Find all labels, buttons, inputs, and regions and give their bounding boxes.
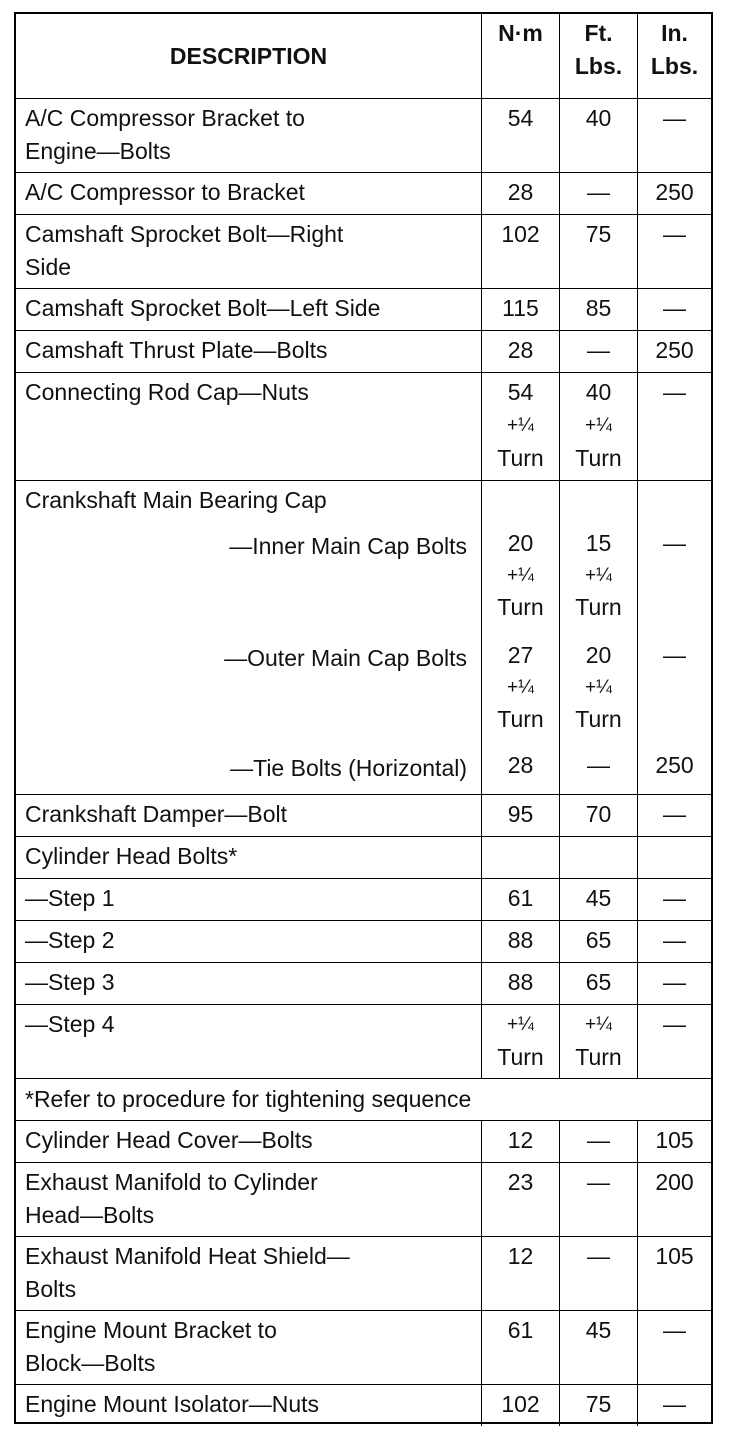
- row-in-lbs-value: [637, 1121, 711, 1162]
- row-description: [16, 1311, 481, 1384]
- nm-line: +¼: [507, 415, 534, 436]
- ft-lbs-line: 65: [585, 927, 612, 953]
- nm-line: 12: [507, 1127, 534, 1153]
- row-ft-lbs-value: [559, 373, 637, 480]
- description-line: Exhaust Manifold Heat Shield—: [25, 1243, 350, 1269]
- nm-line: 61: [507, 885, 534, 911]
- row-ft-lbs-value: [559, 963, 637, 1004]
- row-description: [16, 1121, 481, 1162]
- row-nm-value: [481, 215, 559, 288]
- table-row: [16, 962, 711, 1004]
- in-lbs-line: 200: [655, 1169, 694, 1195]
- description-line: A/C Compressor Bracket to: [25, 105, 305, 131]
- row-description: [16, 215, 481, 288]
- description-line: —Step 2: [25, 927, 115, 953]
- nm-line: 28: [507, 752, 534, 778]
- ft-lbs-line: —: [587, 179, 610, 205]
- row-in-lbs-value: [637, 99, 711, 172]
- ft-lbs-line: 70: [585, 801, 612, 827]
- description-line: Connecting Rod Cap—Nuts: [25, 379, 309, 405]
- row-ft-lbs-value: [559, 921, 637, 962]
- row-ft-lbs-value: [559, 289, 637, 330]
- ft-lbs-line: Turn: [575, 706, 622, 732]
- nm-line: 88: [507, 927, 534, 953]
- row-nm-value: [481, 837, 559, 878]
- row-in-lbs-value: [637, 921, 711, 962]
- description-line: Engine—Bolts: [25, 138, 171, 164]
- nm-line: Turn: [497, 445, 544, 471]
- row-ft-lbs-value: [559, 879, 637, 920]
- ft-lbs-line: 85: [585, 295, 612, 321]
- in-lbs-line: —: [663, 1317, 686, 1343]
- ft-lbs-line: 45: [585, 1317, 612, 1343]
- row-in-lbs-value: [637, 1163, 711, 1236]
- row-description: [16, 173, 481, 214]
- row-nm-value: [481, 99, 559, 172]
- ft-lbs-line: +¼: [585, 1014, 612, 1035]
- row-in-lbs-value: [637, 1385, 711, 1426]
- header-in-lbs-line: Lbs.: [650, 53, 699, 79]
- row-ft-lbs-value: [559, 481, 637, 794]
- row-ft-lbs-value: [559, 215, 637, 288]
- table-row: [16, 1120, 711, 1162]
- row-nm-value: [481, 879, 559, 920]
- in-lbs-line: —: [663, 379, 686, 405]
- row-in-lbs-value: [637, 173, 711, 214]
- in-lbs-line: —: [663, 295, 686, 321]
- row-nm-value: [481, 289, 559, 330]
- description-line: Block—Bolts: [25, 1350, 156, 1376]
- row-in-lbs-value: [637, 331, 711, 372]
- ft-lbs-line: —: [587, 337, 610, 363]
- in-lbs-line: —: [663, 221, 686, 247]
- row-description: [16, 481, 481, 794]
- row-description: [16, 1005, 481, 1078]
- row-description: [16, 331, 481, 372]
- sub-item-label: —Tie Bolts (Horizontal): [230, 755, 467, 781]
- table-row: [16, 1384, 711, 1426]
- table-row: [16, 1004, 711, 1078]
- torque-spec-table: [14, 12, 713, 1424]
- description-line: Cylinder Head Cover—Bolts: [25, 1127, 313, 1153]
- table-row: [16, 1236, 711, 1310]
- row-ft-lbs-value: [559, 1311, 637, 1384]
- row-description: [16, 1385, 481, 1426]
- ft-lbs-line: 75: [585, 1391, 612, 1417]
- table-row: [16, 214, 711, 288]
- nm-line: 27: [507, 642, 534, 668]
- nm-line: Turn: [497, 706, 544, 732]
- row-nm-value: [481, 1385, 559, 1426]
- row-ft-lbs-value: [559, 795, 637, 836]
- row-nm-value: [481, 1311, 559, 1384]
- row-description: [16, 289, 481, 330]
- row-in-lbs-value: [637, 963, 711, 1004]
- description-line: A/C Compressor to Bracket: [25, 179, 305, 205]
- nm-line: 28: [507, 179, 534, 205]
- row-description: [16, 373, 481, 480]
- ft-lbs-line: Turn: [575, 594, 622, 620]
- row-nm-value: [481, 1163, 559, 1236]
- description-line: Camshaft Thrust Plate—Bolts: [25, 337, 328, 363]
- row-description: [16, 1163, 481, 1236]
- row-ft-lbs-value: [559, 1121, 637, 1162]
- header-description: DESCRIPTION: [169, 42, 328, 69]
- table-row: [16, 288, 711, 330]
- table-row: [16, 878, 711, 920]
- row-in-lbs-value: [637, 373, 711, 480]
- in-lbs-line: 250: [655, 337, 694, 363]
- nm-line: 20: [507, 530, 534, 556]
- description-line: Exhaust Manifold to Cylinder: [25, 1169, 318, 1195]
- table-row: [16, 794, 711, 836]
- row-in-lbs-value: [637, 879, 711, 920]
- row-in-lbs-value: [637, 837, 711, 878]
- in-lbs-line: —: [663, 105, 686, 131]
- row-ft-lbs-value: [559, 99, 637, 172]
- row-ft-lbs-value: [559, 1237, 637, 1310]
- sub-item-label: —Outer Main Cap Bolts: [224, 645, 467, 671]
- nm-line: 54: [507, 379, 534, 405]
- ft-lbs-line: —: [587, 1243, 610, 1269]
- in-lbs-line: 105: [655, 1243, 694, 1269]
- ft-lbs-line: 40: [585, 105, 612, 131]
- nm-line: 115: [502, 295, 539, 321]
- description-line: —Step 1: [25, 885, 115, 911]
- header-ft-lbs-line: Ft.: [584, 20, 613, 46]
- row-nm-value: [481, 1005, 559, 1078]
- nm-line: 102: [501, 221, 540, 247]
- in-lbs-line: —: [663, 927, 686, 953]
- nm-line: +¼: [507, 1014, 534, 1035]
- ft-lbs-line: 40: [585, 379, 612, 405]
- row-in-lbs-value: [637, 481, 711, 794]
- in-lbs-line: 105: [655, 1127, 694, 1153]
- row-description: [16, 837, 481, 878]
- ft-lbs-line: 15: [585, 530, 612, 556]
- description-line: —Step 4: [25, 1011, 115, 1037]
- footnote-text: *Refer to procedure for tightening sequence: [25, 1086, 472, 1112]
- nm-line: 28: [507, 337, 534, 363]
- nm-line: +¼: [507, 565, 534, 586]
- nm-line: 61: [507, 1317, 534, 1343]
- header-in-lbs: [637, 14, 711, 98]
- table-row: [16, 372, 711, 480]
- description-line: Cylinder Head Bolts*: [25, 843, 238, 869]
- header-nm: N·m: [481, 14, 559, 98]
- in-lbs-line: —: [663, 885, 686, 911]
- description-line: Bolts: [25, 1276, 77, 1302]
- row-in-lbs-value: [637, 1311, 711, 1384]
- description-line: Engine Mount Isolator—Nuts: [25, 1391, 320, 1417]
- row-ft-lbs-value: [559, 331, 637, 372]
- in-lbs-line: —: [663, 801, 686, 827]
- description-line: Crankshaft Main Bearing Cap: [25, 487, 327, 513]
- table-row: [16, 330, 711, 372]
- table-row: [16, 1310, 711, 1384]
- row-nm-value: [481, 1121, 559, 1162]
- ft-lbs-line: Turn: [575, 1044, 622, 1070]
- nm-line: 23: [507, 1169, 534, 1195]
- nm-line: 102: [501, 1391, 540, 1417]
- row-nm-value: [481, 963, 559, 1004]
- row-description: [16, 879, 481, 920]
- row-description: [16, 795, 481, 836]
- table-row: [16, 836, 711, 878]
- description-line: Engine Mount Bracket to: [25, 1317, 277, 1343]
- row-nm-value: [481, 921, 559, 962]
- in-lbs-line: —: [663, 1011, 686, 1037]
- nm-line: 12: [507, 1243, 534, 1269]
- row-in-lbs-value: [637, 795, 711, 836]
- table-row: [16, 172, 711, 214]
- ft-lbs-line: +¼: [585, 565, 612, 586]
- row-in-lbs-value: [637, 289, 711, 330]
- row-description: [16, 921, 481, 962]
- row-description: [16, 99, 481, 172]
- ft-lbs-line: 45: [585, 885, 612, 911]
- table-row: [16, 1162, 711, 1236]
- nm-line: Turn: [497, 594, 544, 620]
- table-row: [16, 920, 711, 962]
- description-line: Camshaft Sprocket Bolt—Right: [25, 221, 344, 247]
- header-ft-lbs: [559, 14, 637, 98]
- in-lbs-line: —: [663, 969, 686, 995]
- description-line: Head—Bolts: [25, 1202, 155, 1228]
- row-nm-value: [481, 331, 559, 372]
- ft-lbs-line: —: [587, 1127, 610, 1153]
- ft-lbs-line: 20: [585, 642, 612, 668]
- row-in-lbs-value: [637, 1237, 711, 1310]
- footnote-row: [16, 1078, 711, 1120]
- ft-lbs-line: 65: [585, 969, 612, 995]
- row-in-lbs-value: [637, 1005, 711, 1078]
- description-line: Camshaft Sprocket Bolt—Left Side: [25, 295, 381, 321]
- table-row: [16, 98, 711, 172]
- ft-lbs-line: 75: [585, 221, 612, 247]
- row-description: [16, 1237, 481, 1310]
- nm-line: 95: [507, 801, 534, 827]
- row-ft-lbs-value: [559, 173, 637, 214]
- nm-line: 88: [507, 969, 534, 995]
- ft-lbs-line: +¼: [585, 677, 612, 698]
- table-header: [16, 14, 711, 98]
- in-lbs-line: —: [663, 1391, 686, 1417]
- header-ft-lbs-line: Lbs.: [574, 53, 623, 79]
- nm-line: 54: [507, 105, 534, 131]
- in-lbs-line: 250: [655, 752, 694, 778]
- in-lbs-line: —: [663, 530, 686, 556]
- row-ft-lbs-value: [559, 1385, 637, 1426]
- row-ft-lbs-value: [559, 837, 637, 878]
- ft-lbs-line: —: [587, 752, 610, 778]
- row-nm-value: [481, 373, 559, 480]
- nm-line: +¼: [507, 677, 534, 698]
- row-ft-lbs-value: [559, 1163, 637, 1236]
- in-lbs-line: —: [663, 642, 686, 668]
- row-in-lbs-value: [637, 215, 711, 288]
- row-nm-value: [481, 1237, 559, 1310]
- ft-lbs-line: —: [587, 1169, 610, 1195]
- row-nm-value: [481, 795, 559, 836]
- crankshaft-main-bearing-cap-block: [16, 480, 711, 794]
- description-line: Side: [25, 254, 72, 280]
- nm-line: Turn: [497, 1044, 544, 1070]
- ft-lbs-line: +¼: [585, 415, 612, 436]
- in-lbs-line: 250: [655, 179, 694, 205]
- row-description: [16, 963, 481, 1004]
- description-line: Crankshaft Damper—Bolt: [25, 801, 288, 827]
- sub-item-label: —Inner Main Cap Bolts: [229, 533, 467, 559]
- row-nm-value: [481, 173, 559, 214]
- row-nm-value: [481, 481, 559, 794]
- row-ft-lbs-value: [559, 1005, 637, 1078]
- header-in-lbs-line: In.: [661, 20, 688, 46]
- ft-lbs-line: Turn: [575, 445, 622, 471]
- description-line: —Step 3: [25, 969, 115, 995]
